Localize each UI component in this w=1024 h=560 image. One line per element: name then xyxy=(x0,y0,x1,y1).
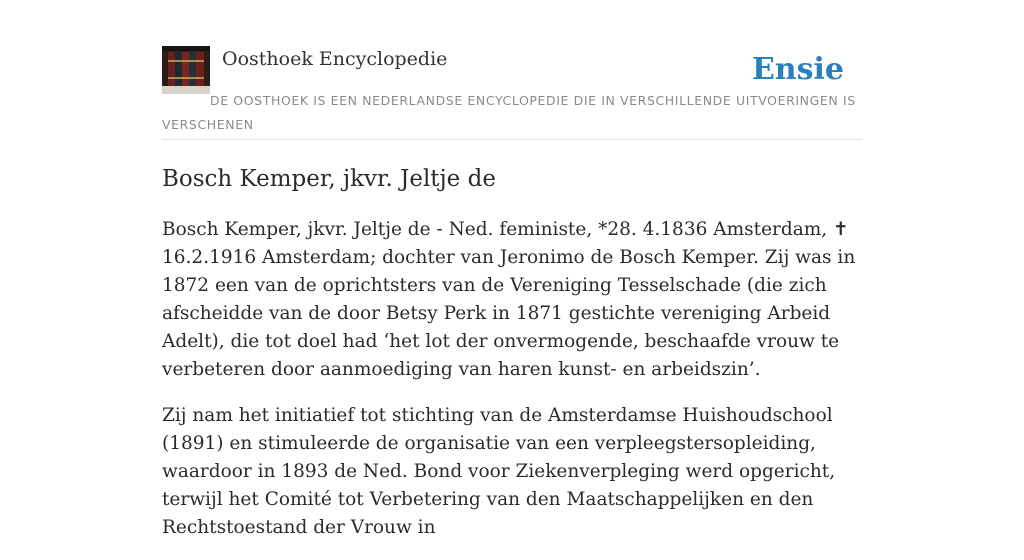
article xyxy=(162,160,862,560)
ensie-logo-link[interactable]: Ensie xyxy=(751,52,844,87)
article-paragraph: Zij nam het initiatief tot stichting van de Amsterdamse Huishoudschool (1891) en stimuleerde de organisatie van een verpleegstersopleiding, waardoor in 1893 de Ned. Bond voor Ziekenverpleging werd opgericht, terwijl het Comité tot Verbetering van den Maatschappelijken en den Rechtstoestand der Vrouw in xyxy=(162,405,836,538)
article-body xyxy=(162,216,862,542)
site-tagline: DE OOSTHOEK IS EEN NEDERLANDSE ENCYCLOPEDIE DIE IN VERSCHILLENDE UITVOERINGEN IS VERSCHENEN xyxy=(162,93,856,132)
site-header xyxy=(162,46,862,140)
encyclopedia-books-avatar-icon[interactable] xyxy=(162,46,210,94)
article-title: Bosch Kemper, jkvr. Jeltje de xyxy=(162,166,496,192)
article-paragraph: Bosch Kemper, jkvr. Jeltje de - Ned. feministe, *28. 4.1836 Amsterdam, ✝ 16.2.1916 Amsterdam; dochter van Jeronimo de Bosch Kemper. Zij was in 1872 een van de oprichtsters van de Vereniging Tesselschade (die zich afscheidde van de door Betsy Perk in 1871 gestichte vereniging Arbeid Adelt), die tot doel had ‘het lot der onvermogende, beschaafde vrouw te verbeteren door aanmoediging van haren kunst- en arbeidszin’. xyxy=(162,219,856,380)
site-title[interactable]: Oosthoek Encyclopedie xyxy=(222,48,448,70)
